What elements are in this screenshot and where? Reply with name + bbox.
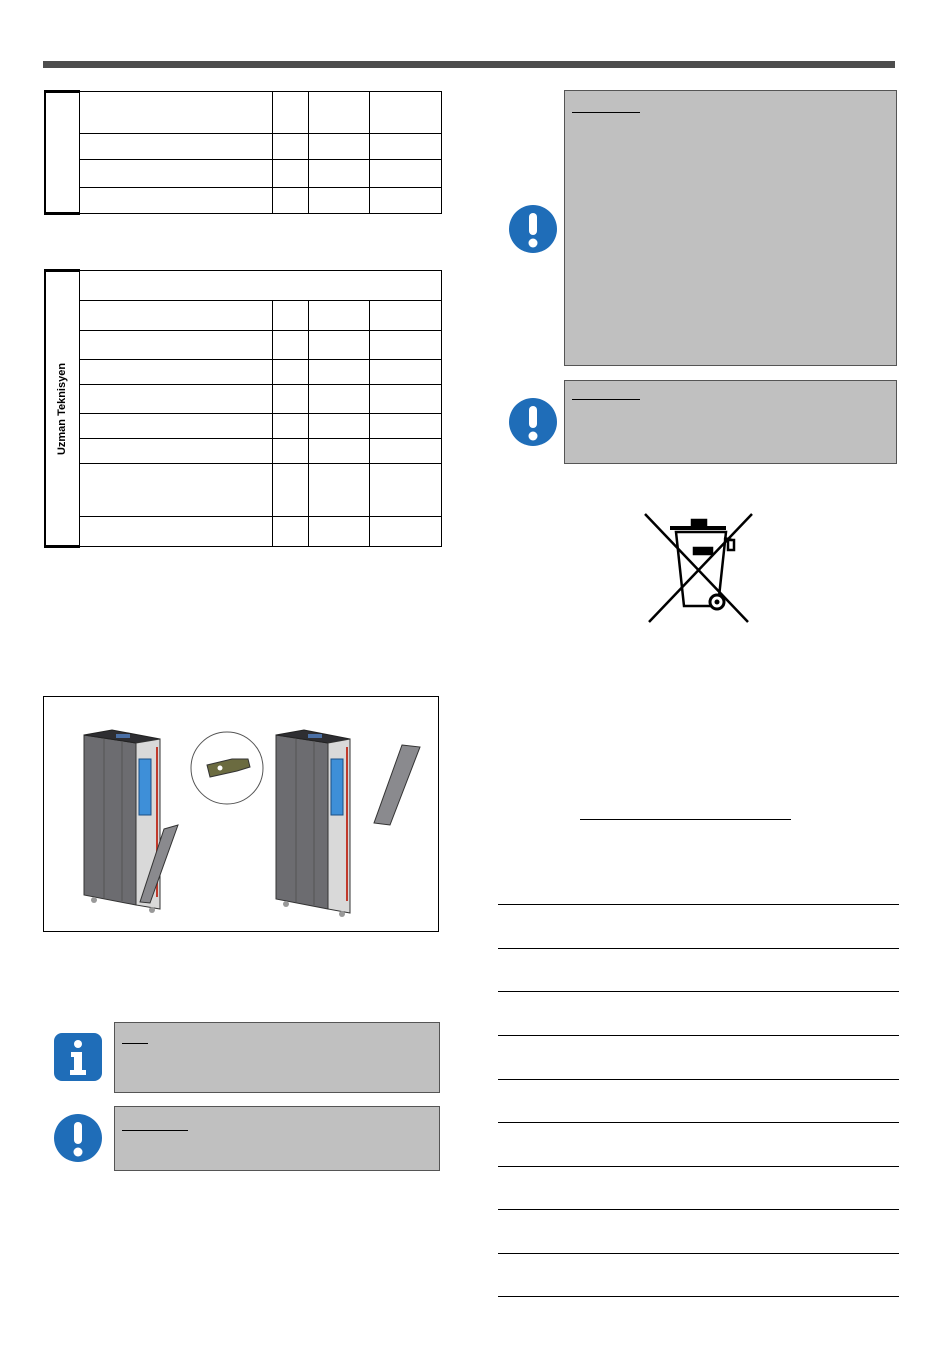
spec-table-1: [44, 90, 442, 215]
warning-note-large: [564, 90, 897, 366]
table-row: [45, 439, 441, 464]
table-row: [45, 414, 441, 439]
cabinet-illustration: [44, 697, 438, 931]
table-cell: [272, 92, 308, 134]
mounting-bracket-icon: [191, 732, 263, 804]
exclamation-icon: [508, 397, 558, 447]
spec-table-2: [44, 269, 442, 548]
table-cell: [308, 92, 369, 134]
info-note: [114, 1022, 440, 1093]
note-heading: [572, 112, 640, 113]
list-rule: [498, 904, 899, 905]
table-cell: [369, 92, 441, 134]
header-rule: [43, 61, 895, 68]
table-row: [45, 331, 441, 360]
table-row: [45, 188, 441, 214]
list-rule: [498, 1209, 899, 1210]
table-row: [45, 464, 441, 517]
table-row: [45, 517, 441, 547]
note-heading: [122, 1130, 188, 1131]
warning-note: [114, 1106, 440, 1171]
note-heading: [572, 399, 640, 400]
table-row: [45, 360, 441, 385]
table-row: [45, 301, 441, 331]
cabinet-left: [84, 730, 178, 913]
table-side-cell: [45, 92, 79, 214]
list-rule: [498, 991, 899, 992]
list-rule: [498, 1296, 899, 1297]
crossed-out-wheelie-bin-icon: [640, 510, 760, 626]
list-rule: [498, 1122, 899, 1123]
exclamation-icon: [508, 204, 558, 254]
list-rule: [498, 1166, 899, 1167]
cabinet-right: [276, 730, 420, 917]
note-heading: [122, 1043, 148, 1044]
underline-rule: [580, 819, 791, 820]
table-cell: [79, 92, 272, 134]
warning-note-small: [564, 380, 897, 464]
info-icon: [53, 1032, 103, 1082]
list-rule: [498, 1079, 899, 1080]
cabinet-figure: [43, 696, 439, 932]
table-side-cell: [45, 271, 79, 547]
list-rule: [498, 1035, 899, 1036]
list-rule: [498, 1253, 899, 1254]
list-rule: [498, 948, 899, 949]
table-row: [45, 134, 441, 160]
table-row: [45, 160, 441, 188]
table-row: [45, 385, 441, 414]
sidebar-label: Uzman Teknisyen: [56, 362, 69, 455]
exclamation-icon: [53, 1113, 103, 1163]
table-header-cell: [79, 271, 441, 301]
